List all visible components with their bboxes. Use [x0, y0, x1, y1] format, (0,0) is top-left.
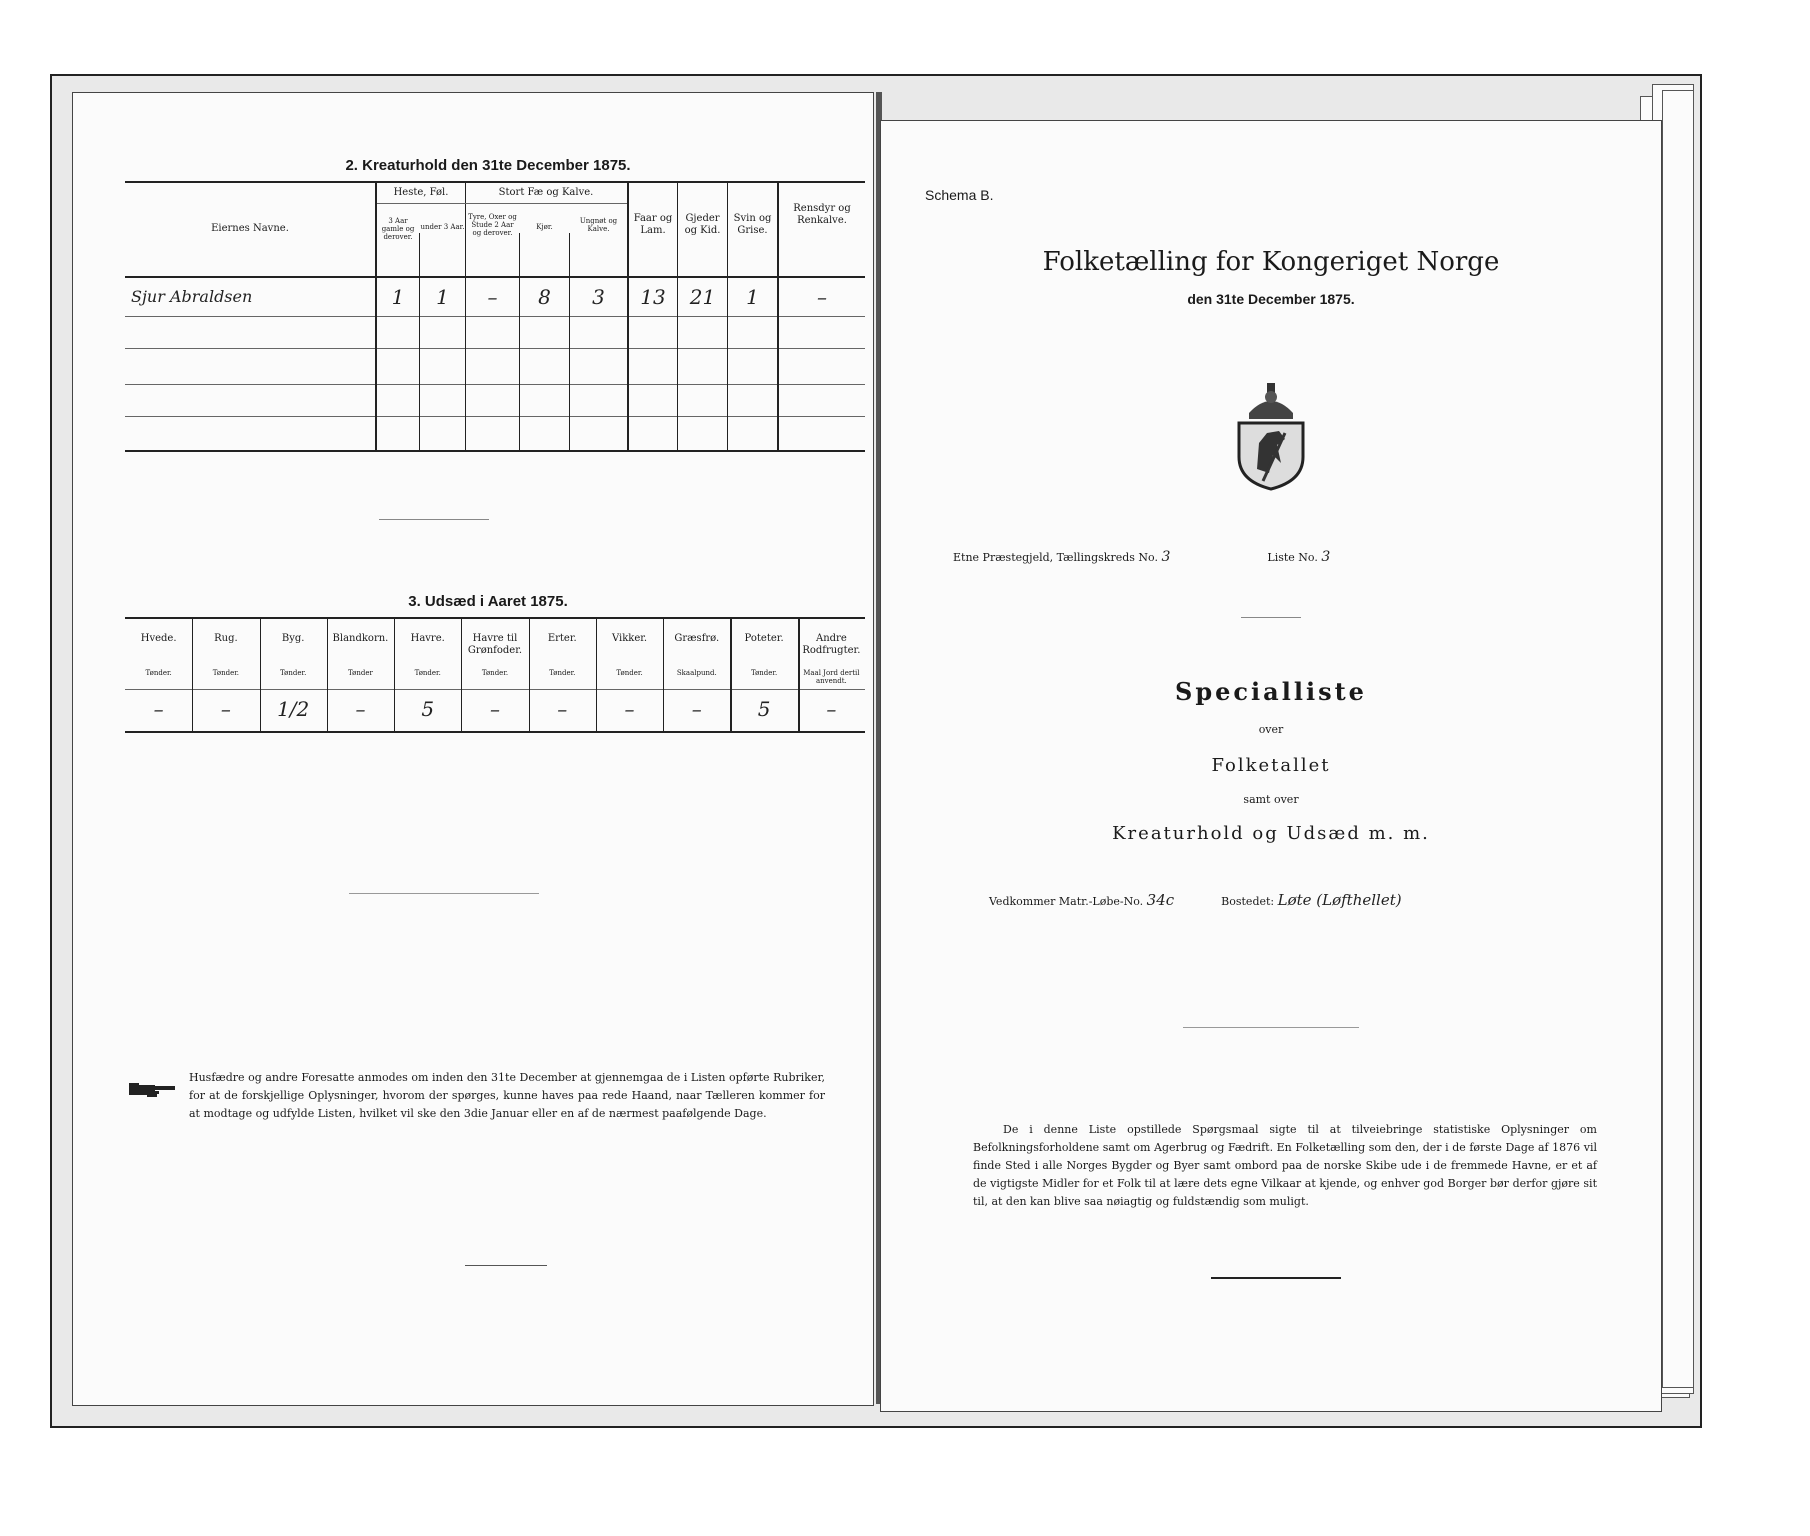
horses-old-value: 1 — [391, 285, 405, 309]
matr-line — [989, 891, 1609, 909]
seed-header-name: Byg. — [281, 633, 305, 644]
pigs-value: 1 — [746, 285, 759, 309]
seed-header-unit: Tønder. — [481, 669, 509, 677]
seed-value: – — [153, 697, 164, 721]
folketallet-text: Folketallet — [1211, 755, 1331, 776]
divider — [1183, 1027, 1359, 1028]
cattle-bulls-value: – — [487, 285, 498, 309]
header-cattle-young: Ungnøt og Kalve. — [579, 217, 618, 233]
seed-header-unit: Tønder — [348, 669, 373, 677]
pointing-hand-icon — [129, 1079, 177, 1099]
closing-rule — [1211, 1277, 1341, 1279]
parish-value: Etne — [953, 551, 980, 564]
seed-header-unit: Tønder. — [750, 669, 778, 677]
specialliste-title: Specialliste — [1175, 677, 1367, 706]
seed-header-name: Græsfrø. — [674, 633, 720, 644]
seed-header-name: Havre til Grønfoder. — [467, 633, 523, 656]
seed-header-unit: Tønder. — [549, 669, 576, 677]
list-no: 3 — [1321, 549, 1331, 565]
over-text: over — [1258, 723, 1284, 736]
seed-header-name: Rug. — [214, 633, 238, 644]
seed-value: – — [489, 697, 500, 721]
header-horses: Heste, Føl. — [393, 187, 449, 198]
section-2-title: 2. Kreaturhold den 31te December 1875. — [345, 157, 631, 174]
district-label: Tællingskreds No. — [1056, 551, 1158, 564]
footnote: Husfædre og andre Foresatte anmodes om inden den 31te December at gjennemgaa de i Listen opførte Rubriker, for at de forskjellige Oplysninger, hvorom der spørges, kunne haves paa rede Haand, naar Tælleren kommer for at modtage og udfylde Listen, hvilket vil ske den 3die Januar eller en af de nærmest paafølgende Dage. — [189, 1071, 825, 1120]
census-date: den 31te December 1875. — [1187, 291, 1355, 307]
seed-header-unit: Tønder. — [616, 669, 643, 677]
district-no: 3 — [1161, 549, 1171, 565]
seed-header-name: Hvede. — [140, 633, 177, 644]
seed-value: 5 — [757, 697, 771, 721]
seed-header-unit: Tønder. — [212, 669, 240, 677]
divider — [379, 519, 489, 520]
seed-value: – — [826, 697, 837, 721]
header-cattle: Stort Fæ og Kalve. — [498, 187, 594, 198]
seed-value: – — [557, 697, 568, 721]
header-cattle-bulls: Tyre, Oxer og Stude 2 Aar og derover. — [468, 213, 517, 237]
reindeer-value: – — [817, 285, 827, 309]
divider — [1241, 617, 1301, 618]
seed-header-name: Blandkorn. — [332, 633, 389, 644]
header-pigs: Svin og Grise. — [733, 213, 772, 236]
list-label: Liste No. — [1267, 551, 1318, 564]
sheep-value: 13 — [640, 285, 666, 309]
coat-of-arms-icon — [1233, 383, 1309, 491]
location-line — [953, 549, 1573, 565]
section-3-title: 3. Udsæd i Aaret 1875. — [408, 593, 568, 610]
parish-label: Præstegjeld, — [982, 551, 1054, 564]
header-cattle-cows: Kjør. — [536, 223, 553, 231]
matr-label: Vedkommer Matr.-Løbe-No. — [989, 895, 1144, 908]
horses-young-value: 1 — [436, 285, 449, 309]
divider — [349, 893, 539, 894]
page-edge — [1662, 90, 1694, 1388]
owner-name: Sjur Abraldsen — [131, 287, 253, 306]
seed-value: 5 — [421, 697, 435, 721]
header-horses-young: under 3 Aar. — [420, 223, 465, 231]
seed-header-name: Havre. — [410, 633, 445, 644]
seed-header-name: Erter. — [547, 633, 577, 644]
seed-value: 1/2 — [277, 697, 310, 721]
info-paragraph: De i denne Liste opstillede Spørgsmaal sigte til at tilveiebringe statistiske Oplysninger om Befolkningsforholdene samt om Agerbrug og Fædrift. En Folketælling som den, der i de første Dage af 1876 vil finde Sted i alle Norges Bygder og Byer samt ombord paa de norske Skibe ude i de fremmede Havne, er et af de vigtigste Midler for et Folk til at lære dets egne Vilkaar at kjende, og enhver god Borger bør derfor gjøre sit til, at den kan blive saa nøiagtig og fuldstændig som muligt. — [973, 1123, 1597, 1208]
seed-header-unit: Tønder. — [145, 669, 172, 677]
bosted-value: Løte (Løfthellet) — [1277, 891, 1402, 909]
kreaturhold-line: Kreaturhold og Udsæd m. m. — [1112, 823, 1430, 844]
bosted-label: Bostedet: — [1221, 895, 1275, 908]
header-goats: Gjeder og Kid. — [684, 213, 721, 236]
header-owner: Eiernes Navne. — [211, 223, 289, 234]
seed-header-unit: Skaalpund. — [676, 669, 717, 677]
goats-value: 21 — [689, 285, 716, 309]
seed-header-unit: Maal Jord dertil anvendt. — [803, 669, 860, 685]
cattle-young-value: 3 — [592, 285, 605, 309]
header-horses-old: 3 Aar gamle og derover. — [381, 217, 415, 241]
samt-over-text: samt over — [1243, 793, 1299, 806]
seed-value: – — [220, 697, 231, 721]
seed-header-name: Andre Rodfrugter. — [802, 633, 861, 656]
seed-header-name: Poteter. — [744, 633, 784, 644]
seed-header-unit: Tønder. — [280, 669, 307, 677]
seed-value: – — [355, 697, 366, 721]
seed-value: – — [691, 697, 702, 721]
divider — [465, 1265, 547, 1266]
seed-header-unit: Tønder. — [414, 669, 441, 677]
header-sheep: Faar og Lam. — [633, 213, 673, 236]
header-reindeer: Rensdyr og Renkalve. — [793, 203, 851, 226]
matr-value: 34c — [1146, 891, 1175, 909]
left-page — [72, 92, 874, 1406]
cattle-cows-value: 8 — [538, 285, 551, 309]
seed-header-name: Vikker. — [611, 633, 648, 644]
seed-value: – — [624, 697, 635, 721]
right-page — [880, 120, 1662, 1412]
schema-label: Schema B. — [925, 187, 994, 203]
census-title: Folketælling for Kongeriget Norge — [1042, 247, 1500, 277]
